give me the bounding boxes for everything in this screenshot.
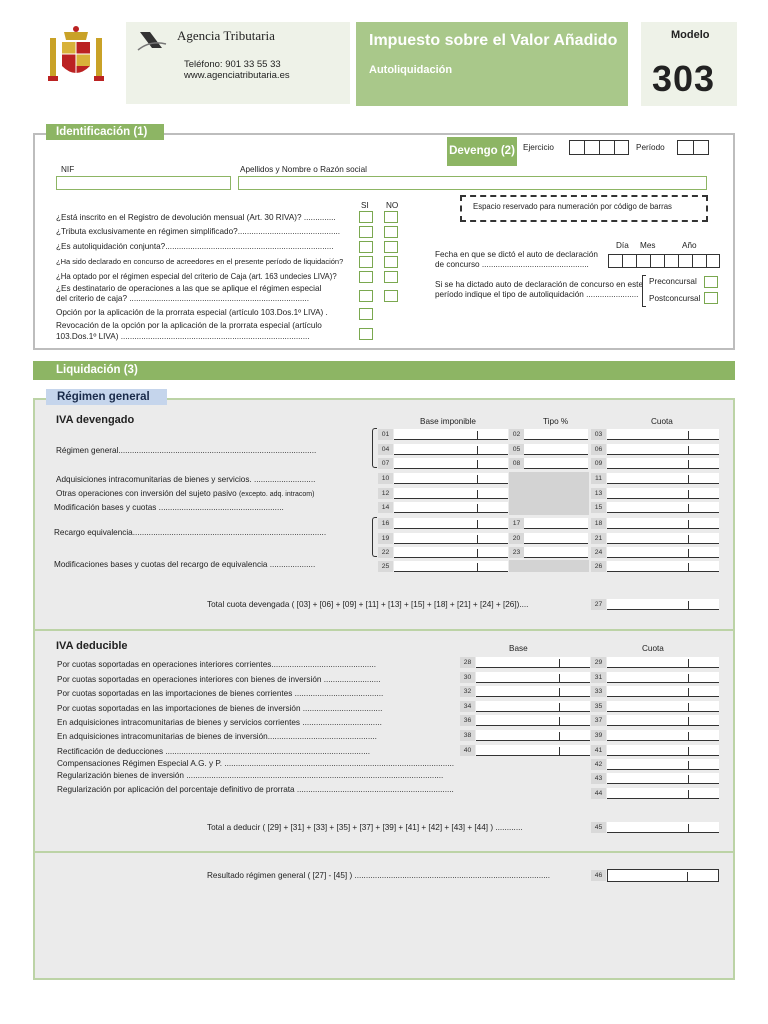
checkbox-prorrata[interactable]	[359, 308, 373, 320]
decimal-separator	[559, 747, 560, 756]
decimal-separator	[688, 659, 689, 668]
decimal-separator	[688, 688, 689, 697]
code-21: 21	[591, 533, 606, 544]
label-total-deducir: Total a deducir ( [29] + [31] + [33] + [35] + [37] + [39] + [41] + [42] + [43] + [44] ) ............	[207, 823, 523, 832]
decimal-separator	[477, 446, 478, 455]
no-checkbox-conjunta[interactable]	[384, 241, 398, 253]
code-25: 25	[378, 561, 393, 572]
decimal-separator	[688, 475, 689, 484]
label-deducible-4: En adquisiciones intracomunitarias de bienes y servicios corrientes ...................................	[57, 718, 382, 727]
decimal-separator	[688, 431, 689, 440]
input-19[interactable]	[394, 533, 508, 544]
decimal-separator	[559, 688, 560, 697]
si-checkbox-conjunta[interactable]	[359, 241, 373, 253]
input-46[interactable]	[607, 869, 719, 882]
fecha-text-2: de concurso ...............................................	[435, 260, 589, 269]
code-03: 03	[591, 429, 606, 440]
input-33[interactable]	[607, 686, 719, 697]
question-revocacion-1: Revocación de la opción por la aplicación de la prorrata especial (artículo	[56, 321, 322, 330]
si-checkbox-concurso[interactable]	[359, 256, 373, 268]
decimal-separator	[559, 717, 560, 726]
concurso-bracket	[642, 275, 646, 307]
decimal-separator	[688, 761, 689, 770]
si-checkbox-criterio-caja[interactable]	[359, 271, 373, 283]
input-17[interactable]	[524, 518, 588, 529]
input-42[interactable]	[607, 759, 719, 770]
label-deducible-6: Rectificación de deducciones ..........................................................................................	[57, 747, 371, 756]
input-41[interactable]	[607, 745, 719, 756]
iva-deducible-title: IVA deducible	[56, 640, 128, 652]
concurso-text-2: período indique el tipo de autoliquidación .......................	[435, 290, 639, 299]
code-02: 02	[509, 429, 524, 440]
question-registro: ¿Está inscrito en el Registro de devolución mensual (Art. 30 RIVA)? ..............	[56, 213, 336, 222]
input-32[interactable]	[476, 686, 590, 697]
code-01: 01	[378, 429, 393, 440]
nombre-input[interactable]	[238, 176, 707, 190]
periodo-input[interactable]	[677, 140, 709, 155]
tipo-filler-2	[509, 560, 589, 572]
decimal-separator	[477, 549, 478, 558]
question-criterio-caja: ¿Ha optado por el régimen especial del criterio de Caja (art. 163 undecies LIVA)?	[56, 272, 337, 281]
coat-of-arms-icon	[46, 24, 106, 88]
modelo-box	[641, 22, 737, 106]
decimal-separator	[688, 563, 689, 572]
input-13[interactable]	[607, 488, 719, 499]
decimal-separator	[688, 549, 689, 558]
code-39: 39	[591, 730, 606, 741]
page-title: Impuesto sobre el Valor Añadido	[369, 32, 618, 49]
input-31[interactable]	[607, 672, 719, 683]
fecha-mes-label: Mes	[640, 241, 656, 250]
code-14: 14	[378, 502, 393, 513]
input-09[interactable]	[607, 458, 719, 469]
input-02[interactable]	[524, 429, 588, 440]
bracket-regimen	[372, 428, 377, 468]
input-29[interactable]	[607, 657, 719, 668]
code-04: 04	[378, 444, 393, 455]
tipo-filler-1	[509, 472, 589, 515]
fecha-text-1: Fecha en que se dictó el auto de declaración	[435, 250, 598, 259]
agency-website: www.agenciatributaria.es	[184, 70, 290, 81]
nif-input[interactable]	[56, 176, 231, 190]
decimal-separator	[477, 460, 478, 469]
input-22[interactable]	[394, 547, 508, 558]
input-05[interactable]	[524, 444, 588, 455]
code-33: 33	[591, 686, 606, 697]
input-28[interactable]	[476, 657, 590, 668]
decimal-separator	[688, 747, 689, 756]
code-11: 11	[591, 473, 606, 484]
label-deducible-7: Compensaciones Régimen Especial A.G. y P. .....................................................................................................	[57, 759, 455, 768]
input-43[interactable]	[607, 773, 719, 784]
label-deducible-8: Regularización bienes de inversión .................................................................................................................	[57, 771, 444, 780]
bracket-recargo	[372, 517, 377, 557]
code-34: 34	[460, 701, 475, 712]
ejercicio-label: Ejercicio	[523, 143, 554, 152]
agency-logo-icon	[136, 28, 168, 54]
decimal-separator	[688, 717, 689, 726]
input-35[interactable]	[607, 701, 719, 712]
code-26: 26	[591, 561, 606, 572]
col-base-imponible: Base imponible	[420, 417, 476, 426]
si-label: SI	[361, 201, 369, 210]
code-46: 46	[591, 870, 606, 881]
postconcursal-label: Postconcursal	[649, 294, 701, 303]
input-01[interactable]	[394, 429, 508, 440]
tab-liquidacion: Liquidación (3)	[56, 364, 138, 376]
decimal-separator	[559, 703, 560, 712]
iva-devengado-title: IVA devengado	[56, 414, 135, 426]
nif-label: NIF	[61, 165, 75, 174]
no-checkbox-simplificado[interactable]	[384, 226, 398, 238]
code-17: 17	[509, 518, 524, 529]
decimal-separator	[559, 732, 560, 741]
code-22: 22	[378, 547, 393, 558]
question-destinatario-2: del criterio de caja? ...............................................................................	[56, 294, 309, 303]
nombre-label: Apellidos y Nombre o Razón social	[240, 165, 367, 174]
col-tipo: Tipo %	[543, 417, 569, 426]
input-44[interactable]	[607, 788, 719, 799]
question-simplificado: ¿Tributa exclusivamente en régimen simplificado?.............................................	[56, 227, 341, 236]
decimal-separator	[477, 563, 478, 572]
decimal-separator	[688, 674, 689, 683]
label-recargo: Recargo equivalencia.....................................................................................	[54, 528, 327, 537]
periodo-label: Período	[636, 143, 665, 152]
code-32: 32	[460, 686, 475, 697]
code-40: 40	[460, 745, 475, 756]
tax-title-box	[356, 22, 628, 106]
code-31: 31	[591, 672, 606, 683]
input-20[interactable]	[524, 533, 588, 544]
label-deducible-2: Por cuotas soportadas en las importaciones de bienes corrientes .......................................	[57, 689, 384, 698]
label-otras-operaciones	[56, 488, 314, 500]
col-base: Base	[509, 644, 528, 653]
no-checkbox-criterio-caja[interactable]	[384, 271, 398, 283]
code-43: 43	[591, 773, 606, 784]
code-09: 09	[591, 458, 606, 469]
code-36: 36	[460, 715, 475, 726]
question-prorrata: Opción por la aplicación de la prorrata especial (artículo 103.Dos.1º LIVA) .	[56, 308, 328, 317]
agency-box	[126, 22, 350, 104]
input-24[interactable]	[607, 547, 719, 558]
input-38[interactable]	[476, 730, 590, 741]
input-21[interactable]	[607, 533, 719, 544]
code-41: 41	[591, 745, 606, 756]
code-06: 06	[591, 444, 606, 455]
fecha-anio-label: Año	[682, 241, 697, 250]
decimal-separator	[688, 504, 689, 513]
input-45[interactable]	[607, 822, 719, 833]
code-44: 44	[591, 788, 606, 799]
barcode-text: Espacio reservado para numeración por código de barras	[473, 202, 672, 211]
input-14[interactable]	[394, 502, 508, 513]
input-36[interactable]	[476, 715, 590, 726]
code-10: 10	[378, 473, 393, 484]
code-07: 07	[378, 458, 393, 469]
code-24: 24	[591, 547, 606, 558]
no-label: NO	[386, 201, 399, 210]
code-13: 13	[591, 488, 606, 499]
code-38: 38	[460, 730, 475, 741]
question-revocacion-2: 103.Dos.1º LIVA) ...................................................................................	[56, 332, 310, 341]
si-checkbox-destinatario[interactable]	[359, 290, 373, 302]
label-resultado: Resultado régimen general ( [27] - [45] ) ......................................................................................	[207, 871, 551, 880]
input-03[interactable]	[607, 429, 719, 440]
decimal-separator	[559, 674, 560, 683]
input-37[interactable]	[607, 715, 719, 726]
input-40[interactable]	[476, 745, 590, 756]
liquidacion-bar	[33, 361, 735, 380]
devengo-tab: Devengo (2)	[447, 137, 517, 166]
no-checkbox-destinatario[interactable]	[384, 290, 398, 302]
input-06[interactable]	[607, 444, 719, 455]
decimal-separator	[688, 520, 689, 529]
code-05: 05	[509, 444, 524, 455]
decimal-separator	[477, 520, 478, 529]
question-conjunta: ¿Es autoliquidación conjunta?..........................................................................	[56, 242, 334, 251]
decimal-separator	[477, 431, 478, 440]
input-10[interactable]	[394, 473, 508, 484]
si-checkbox-registro[interactable]	[359, 211, 373, 223]
si-checkbox-simplificado[interactable]	[359, 226, 373, 238]
input-12[interactable]	[394, 488, 508, 499]
no-checkbox-registro[interactable]	[384, 211, 398, 223]
fecha-input[interactable]	[608, 254, 720, 268]
input-30[interactable]	[476, 672, 590, 683]
question-concurso: ¿Ha sido declarado en concurso de acreedores en el presente período de liquidación?	[56, 257, 344, 266]
input-26[interactable]	[607, 561, 719, 572]
input-27[interactable]	[607, 599, 719, 610]
label-mod-recargo: Modificaciones bases y cuotas del recargo de equivalencia ....................	[54, 560, 316, 569]
decimal-separator	[688, 490, 689, 499]
code-45: 45	[591, 822, 606, 833]
regimen-general-tab: Régimen general	[46, 389, 167, 405]
decimal-separator	[477, 475, 478, 484]
input-39[interactable]	[607, 730, 719, 741]
decimal-separator	[477, 504, 478, 513]
decimal-separator	[688, 824, 689, 833]
col-cuota-deducible: Cuota	[642, 644, 664, 653]
code-27: 27	[591, 599, 606, 610]
postconcursal-checkbox[interactable]	[704, 292, 718, 304]
tab-identificacion: Identificación (1)	[46, 124, 164, 140]
code-18: 18	[591, 518, 606, 529]
input-23[interactable]	[524, 547, 588, 558]
code-37: 37	[591, 715, 606, 726]
label-modificacion: Modificación bases y cuotas .......................................................	[54, 503, 284, 512]
code-29: 29	[591, 657, 606, 668]
code-42: 42	[591, 759, 606, 770]
decimal-separator	[688, 535, 689, 544]
label-deducible-0: Por cuotas soportadas en operaciones interiores corrientes..............................................	[57, 660, 376, 669]
decimal-separator	[477, 535, 478, 544]
checkbox-revocacion[interactable]	[359, 328, 373, 340]
input-11[interactable]	[607, 473, 719, 484]
input-07[interactable]	[394, 458, 508, 469]
label-deducible-9: Regularización por aplicación del porcentaje definitivo de prorrata .....................................................................	[57, 785, 454, 794]
agency-phone: Teléfono: 901 33 55 33	[184, 59, 281, 70]
modelo-label: Modelo	[671, 29, 710, 41]
code-16: 16	[378, 518, 393, 529]
decimal-separator	[688, 601, 689, 610]
preconcursal-checkbox[interactable]	[704, 276, 718, 288]
ejercicio-input[interactable]	[569, 140, 629, 155]
input-18[interactable]	[607, 518, 719, 529]
code-28: 28	[460, 657, 475, 668]
decimal-separator	[688, 732, 689, 741]
code-15: 15	[591, 502, 606, 513]
label-deducible-3: Por cuotas soportadas en las importaciones de bienes de inversión ...................................	[57, 704, 383, 713]
label-regimen-general: Régimen general.......................................................................................	[56, 446, 317, 455]
decimal-separator	[688, 790, 689, 799]
code-12: 12	[378, 488, 393, 499]
decimal-separator	[688, 775, 689, 784]
input-04[interactable]	[394, 444, 508, 455]
question-destinatario-1: ¿Es destinatario de operaciones a las que se aplique el régimen especial	[56, 284, 322, 293]
otras-operaciones-note: (excepto. adq. intracom)	[238, 491, 315, 498]
label-deducible-1: Por cuotas soportadas en operaciones interiores con bienes de inversión .........................	[57, 675, 381, 684]
decimal-separator	[559, 659, 560, 668]
concurso-text-1: Si se ha dictado auto de declaración de concurso en este	[435, 280, 644, 289]
otras-operaciones-text: Otras operaciones con inversión del sujeto pasivo	[56, 489, 237, 498]
decimal-separator	[477, 490, 478, 499]
agency-name: Agencia Tributaria	[177, 28, 275, 43]
label-deducible-5: En adquisiciones intracomunitarias de bienes de inversión................................................	[57, 732, 377, 741]
code-20: 20	[509, 533, 524, 544]
decimal-separator	[688, 446, 689, 455]
input-16[interactable]	[394, 518, 508, 529]
code-35: 35	[591, 701, 606, 712]
input-25[interactable]	[394, 561, 508, 572]
code-30: 30	[460, 672, 475, 683]
col-cuota: Cuota	[651, 417, 673, 426]
page-subtitle: Autoliquidación	[369, 64, 453, 76]
no-checkbox-concurso[interactable]	[384, 256, 398, 268]
fecha-dia-label: Día	[616, 241, 629, 250]
code-08: 08	[509, 458, 524, 469]
decimal-separator	[688, 460, 689, 469]
input-34[interactable]	[476, 701, 590, 712]
code-19: 19	[378, 533, 393, 544]
decimal-separator	[688, 703, 689, 712]
input-15[interactable]	[607, 502, 719, 513]
code-23: 23	[509, 547, 524, 558]
input-08[interactable]	[524, 458, 588, 469]
modelo-number: 303	[652, 58, 716, 99]
label-adquisiciones: Adquisiciones intracomunitarias de bienes y servicios. ...........................	[56, 475, 316, 484]
label-total-devengada: Total cuota devengada ( [03] + [06] + [09] + [11] + [13] + [15] + [18] + [21] + [24] + [26])....	[207, 600, 529, 609]
preconcursal-label: Preconcursal	[649, 277, 697, 286]
